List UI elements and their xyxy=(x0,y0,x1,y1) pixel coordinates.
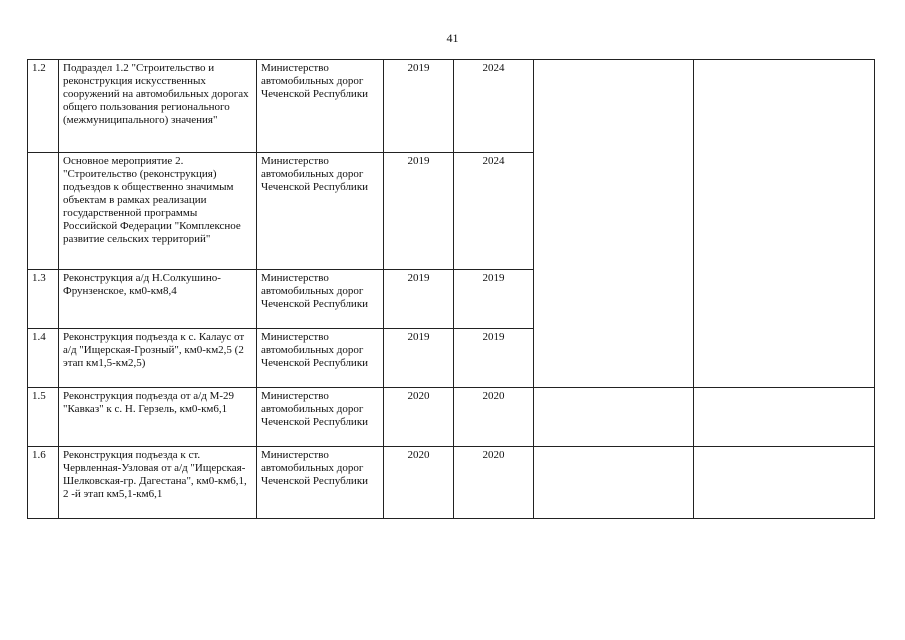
table-row xyxy=(28,388,875,447)
start-year-cell: 2019 xyxy=(384,270,454,329)
start-year-cell: 2020 xyxy=(384,447,454,519)
measure-name-cell: Основное мероприятие 2. "Строительство (реконструкция) подъездов к общественно значимым объектам в рамках реализации государственной программы Российской Федерации "Комплексное развитие сельских территорий" xyxy=(59,153,257,270)
start-year-cell: 2019 xyxy=(384,329,454,388)
end-year-cell: 2019 xyxy=(454,329,534,388)
end-year-cell: 2020 xyxy=(454,447,534,519)
start-year-cell: 2020 xyxy=(384,388,454,447)
executor-cell: Министерство автомобильных дорог Чеченской Республики xyxy=(257,329,384,388)
row-number-cell: 1.4 xyxy=(28,329,59,388)
measure-name-cell: Реконструкция подъезда к ст. Червленная-Узловая от а/д "Ищерская-Шелковская-гр. Дагестана", км0-км6,1, 2 -й этап км5,1-км6,1 xyxy=(59,447,257,519)
consequences-cell xyxy=(694,60,875,388)
row-number-cell: 1.2 xyxy=(28,60,59,153)
end-year-cell: 2020 xyxy=(454,388,534,447)
expected-result-cell xyxy=(534,60,694,388)
start-year-cell: 2019 xyxy=(384,153,454,270)
expected-result-cell xyxy=(534,388,694,447)
start-year-cell: 2019 xyxy=(384,60,454,153)
page-number: 41 xyxy=(446,31,459,45)
table-row xyxy=(28,447,875,519)
executor-cell: Министерство автомобильных дорог Чеченской Республики xyxy=(257,388,384,447)
measure-name-cell: Подраздел 1.2 "Строительство и реконструкция искусственных сооружений на автомобильных дорогах общего пользования регионального (межмуниципального) значения" xyxy=(59,60,257,153)
row-number-cell: 1.5 xyxy=(28,388,59,447)
consequences-cell xyxy=(694,388,875,447)
executor-cell: Министерство автомобильных дорог Чеченской Республики xyxy=(257,60,384,153)
measure-name-cell: Реконструкция подъезда от а/д М-29 "Кавказ" к с. Н. Герзель, км0-км6,1 xyxy=(59,388,257,447)
row-number-cell: 1.3 xyxy=(28,270,59,329)
executor-cell: Министерство автомобильных дорог Чеченской Республики xyxy=(257,153,384,270)
executor-cell: Министерство автомобильных дорог Чеченской Республики xyxy=(257,270,384,329)
end-year-cell: 2019 xyxy=(454,270,534,329)
measures-table xyxy=(27,59,875,519)
measure-name-cell: Реконструкция а/д Н.Солкушино-Фрунзенское, км0-км8,4 xyxy=(59,270,257,329)
row-number-cell: 1.6 xyxy=(28,447,59,519)
executor-cell: Министерство автомобильных дорог Чеченской Республики xyxy=(257,447,384,519)
table-row xyxy=(28,60,875,153)
expected-result-cell xyxy=(534,447,694,519)
consequences-cell xyxy=(694,447,875,519)
end-year-cell: 2024 xyxy=(454,60,534,153)
measure-name-cell: Реконструкция подъезда к с. Калаус от а/д "Ищерская-Грозный", км0-км2,5 (2 этап км1,5-км2,5) xyxy=(59,329,257,388)
end-year-cell: 2024 xyxy=(454,153,534,270)
row-number-cell xyxy=(28,153,59,270)
